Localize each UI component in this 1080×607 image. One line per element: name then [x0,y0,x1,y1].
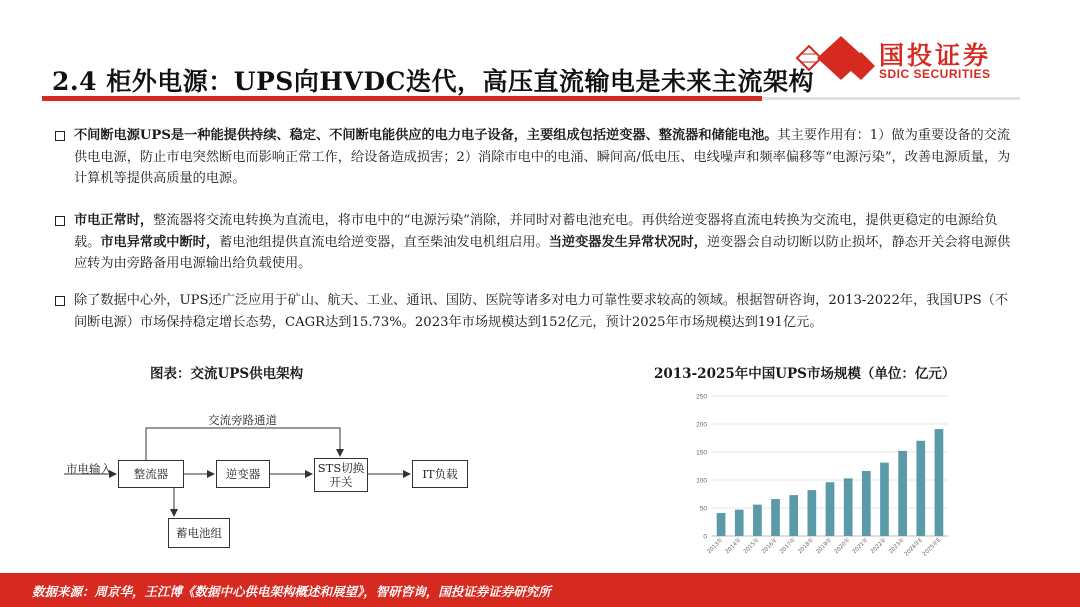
chart-bar [789,495,798,536]
sts-switch-line1: STS切换 [317,461,365,475]
title-accent-bar [42,96,762,101]
x-tick-label: 2023年 [887,537,907,556]
y-tick-label: 0 [703,533,707,541]
logo-chinese-text: 国投证券 [879,41,992,70]
paragraph-bold-text: 市电正常时， [74,213,154,228]
battery-box: 蓄电池组 [168,518,230,548]
paragraph-bold-text: 市电异常或中断时， [100,234,220,250]
x-tick-label: 2014年 [724,537,743,556]
sts-switch-box [314,458,368,492]
x-tick-label: 2019年 [815,537,834,556]
chart-bar [916,441,925,536]
paragraph-text: 其主要作用有：1）做为重要设备的交流供电电源，防止市电突然断电而影响正常工作，给设备造成损害；2）消除市电中的电涌、瞬间高/低电压、电线噪声和频率偏移等“电源污染”，改善电源质量，为计算机等提供高质量的电源。 [74,128,1011,186]
x-tick-label: 2018年 [797,537,816,556]
company-logo [795,36,1040,86]
chart-bar [807,490,816,536]
y-tick-label: 150 [696,449,707,457]
x-tick-label: 2017年 [779,537,798,556]
footer-bar [0,573,1080,607]
paragraph-text: 蓄电池组提供直流电给逆变器，直至柴油发电机组启用。 [219,234,549,250]
chart-bar [844,478,853,536]
bullet-square-icon [55,296,65,306]
chart-bar [735,510,744,536]
paragraph-ups-definition [74,125,1014,190]
chart-bar [826,482,835,536]
y-tick-label: 100 [696,477,707,485]
y-tick-label: 200 [696,421,707,429]
chart-bar [862,471,871,536]
it-load-box: IT负载 [412,460,468,488]
x-tick-label: 2013年 [706,537,725,556]
chart-bar [935,429,944,536]
chart-bar [880,463,889,536]
chart-bar [753,505,762,536]
x-tick-label: 2016年 [760,537,779,556]
x-tick-label: 2024年E [903,537,925,558]
paragraph-text: 逆变器会自动切断以防止损坏，静态开关会将电源供应转为由旁路备用电源输出给负载使用。 [74,234,1011,271]
x-tick-label: 2015年 [742,537,761,556]
logo-mark-icon [795,36,875,86]
chart-svg [686,388,956,568]
y-tick-label: 50 [699,505,707,513]
bullet-square-icon [55,131,65,141]
diagram-caption: 图表：交流UPS供电架构 [150,366,304,382]
ups-architecture-diagram [58,400,488,560]
page-title: 2.4 柜外电源：UPS向HVDC迭代，高压直流输电是未来主流架构 [52,67,814,96]
x-tick-label: 2022年 [869,537,888,556]
y-tick-label: 250 [696,393,707,401]
rectifier-box: 整流器 [118,460,184,488]
paragraph-bold-text: 当逆变器发生异常状况时， [548,234,707,250]
chart-bar [771,499,780,536]
bypass-label: 交流旁路通道 [208,413,277,427]
chart-bar [717,513,726,536]
chart-caption: 2013-2025年中国UPS市场规模（单位：亿元） [654,366,956,382]
ups-market-chart [686,388,956,568]
x-tick-label: 2021年 [851,537,870,556]
mains-input-label: 市电输入 [66,462,112,476]
data-source-text: 数据来源：周京华，王江博《数据中心供电架构概述和展望》，智研咨询，国投证券证券研究所 [32,584,551,599]
inverter-box: 逆变器 [216,460,270,488]
x-tick-label: 2020年 [833,537,852,556]
chart-bar [898,451,907,536]
paragraph-text: 整流器将交流电转换为直流电，将市电中的“电源污染”消除，并同时对蓄电池充电。再供给逆变器将直流电转换为交流电，提供更稳定的电源给负载。 [74,213,998,250]
paragraph-ups-market: 除了数据中心外，UPS还广泛应用于矿山、航天、工业、通讯、国防、医院等诸多对电力可靠性要求较高的领域。根据智研咨询，2013-2022年，我国UPS（不间断电源）市场保持稳定增长态势，CAGR达到15.73%。2023年市场规模达到152亿元，预计2025年市场规模达到191亿元。 [74,293,1009,330]
sts-switch-line2: 开关 [329,475,353,489]
logo-english-text: SDIC SECURITIES [879,67,991,81]
paragraph-ups-operation [74,210,1014,275]
paragraph-bold-text: 不间断电源UPS是一种能提供持续、稳定、不间断电能供应的电力电子设备，主要组成包括逆变器、整流器和储能电池。 [74,128,778,143]
x-tick-label: 2025年E [921,537,943,558]
bullet-square-icon [55,216,65,226]
